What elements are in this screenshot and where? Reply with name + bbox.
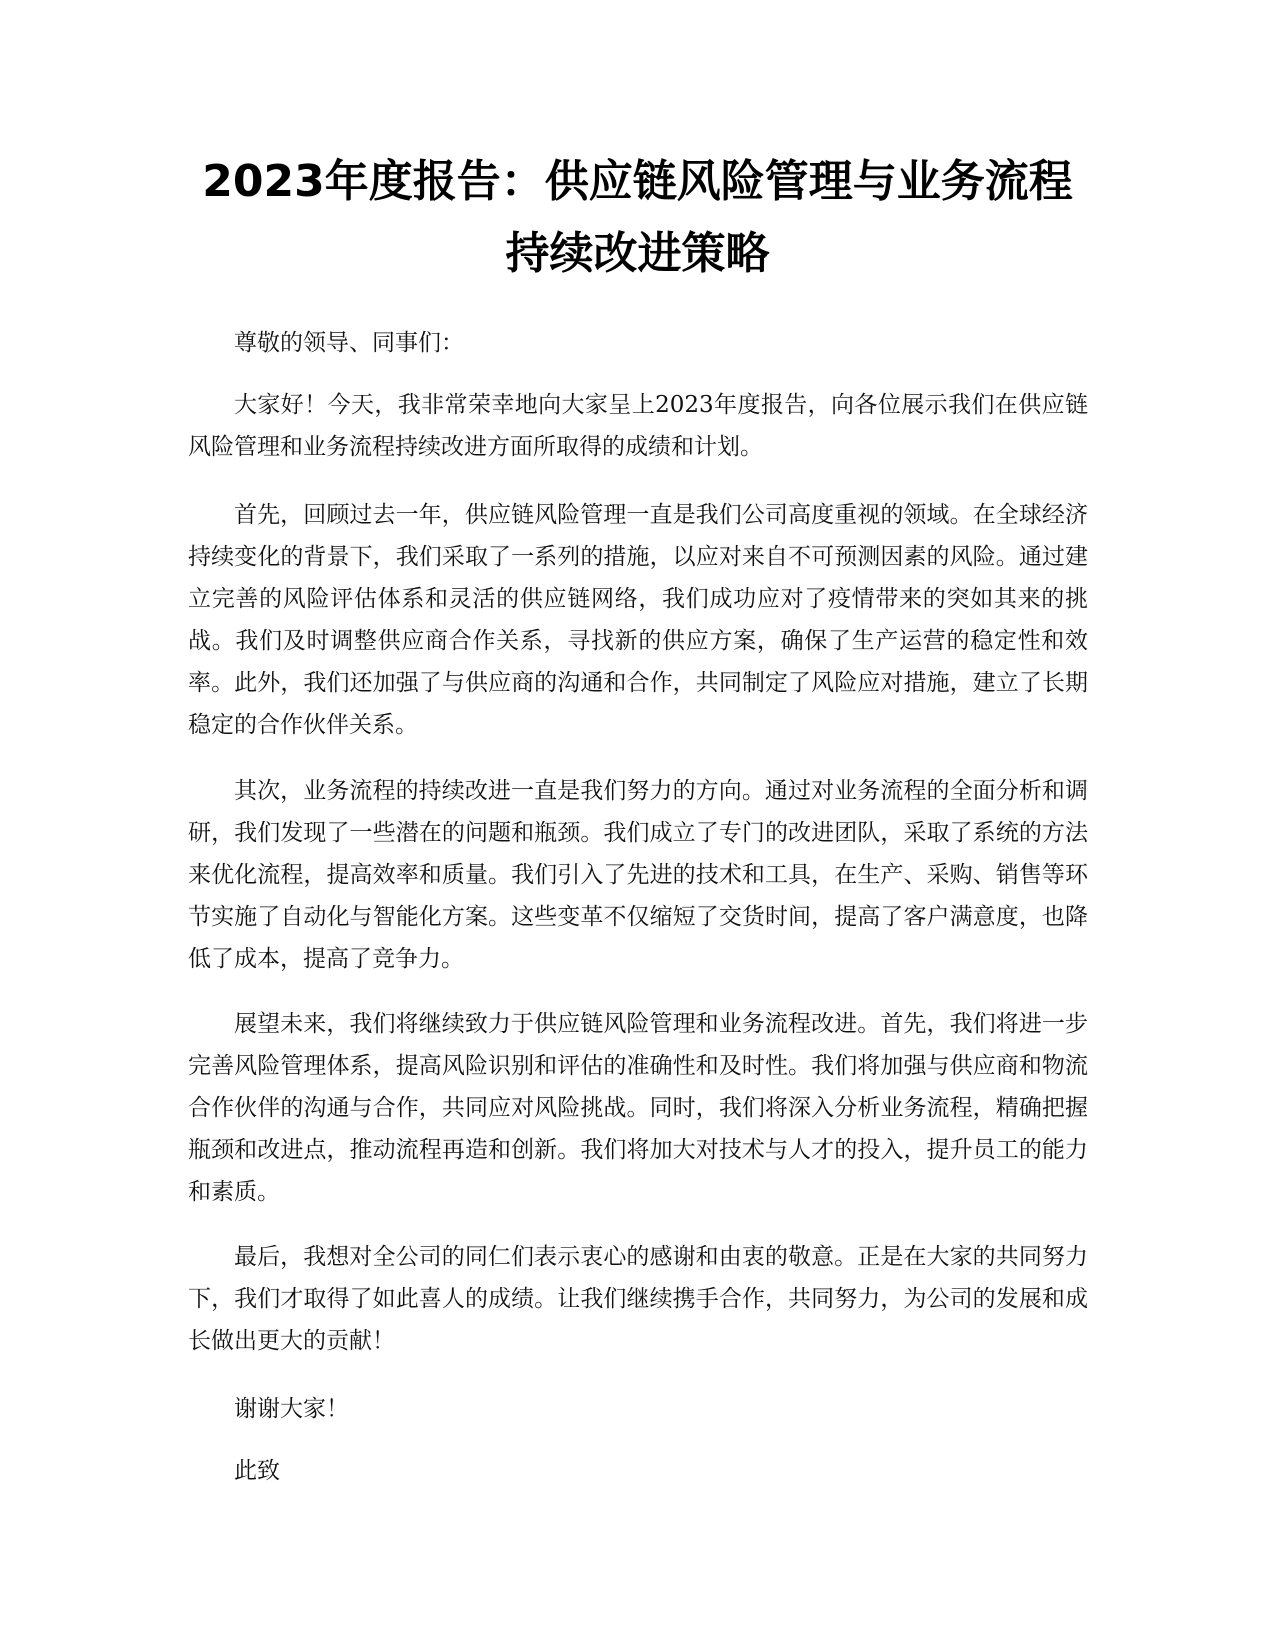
paragraph-supply-chain-review: 首先，回顾过去一年，供应链风险管理一直是我们公司高度重视的领域。在全球经济持续变化的背景下，我们采取了一系列的措施，以应对来自不可预测因素的风险。通过建立完善的风险评估体系和灵活的供应链网络，我们成功应对了疫情带来的突如其来的挑战。我们及时调整供应商合作关系，寻找新的供应方案，确保了生产运营的稳定性和效率。此外，我们还加强了与供应商的沟通和合作，共同制定了风险应对措施，建立了长期稳定的合作伙伴关系。 bbox=[188, 502, 1088, 738]
closing-regards: 此致 bbox=[234, 1458, 280, 1484]
paragraph-process-improvement: 其次，业务流程的持续改进一直是我们努力的方向。通过对业务流程的全面分析和调研，我们发现了一些潜在的问题和瓶颈。我们成立了专门的改进团队，采取了系统的方法来优化流程，提高效率和质量。我们引入了先进的技术和工具，在生产、采购、销售等环节实施了自动化与智能化方案。这些变革不仅缩短了交货时间，提高了客户满意度，也降低了成本，提高了竞争力。 bbox=[188, 778, 1088, 972]
paragraph-greeting: 大家好！今天，我非常荣幸地向大家呈上2023年度报告，向各位展示我们在供应链风险管理和业务流程持续改进方面所取得的成绩和计划。 bbox=[188, 392, 1088, 460]
document-title-line-1: 2023年度报告：供应链风险管理与业务流程 bbox=[202, 156, 1073, 207]
salutation: 尊敬的领导、同事们： bbox=[234, 330, 464, 356]
closing-thanks: 谢谢大家！ bbox=[234, 1396, 349, 1422]
paragraph-outlook: 展望未来，我们将继续致力于供应链风险管理和业务流程改进。首先，我们将进一步完善风险管理体系，提高风险识别和评估的准确性和及时性。我们将加强与供应商和物流合作伙伴的沟通与合作，共同应对风险挑战。同时，我们将深入分析业务流程，精确把握瓶颈和改进点，推动流程再造和创新。我们将加大对技术与人才的投入，提升员工的能力和素质。 bbox=[188, 1011, 1088, 1205]
paragraph-thanks: 最后，我想对全公司的同仁们表示衷心的感谢和由衷的敬意。正是在大家的共同努力下，我们才取得了如此喜人的成绩。让我们继续携手合作，共同努力，为公司的发展和成长做出更大的贡献！ bbox=[188, 1244, 1088, 1354]
document-title-line-2: 持续改进策略 bbox=[505, 228, 770, 279]
